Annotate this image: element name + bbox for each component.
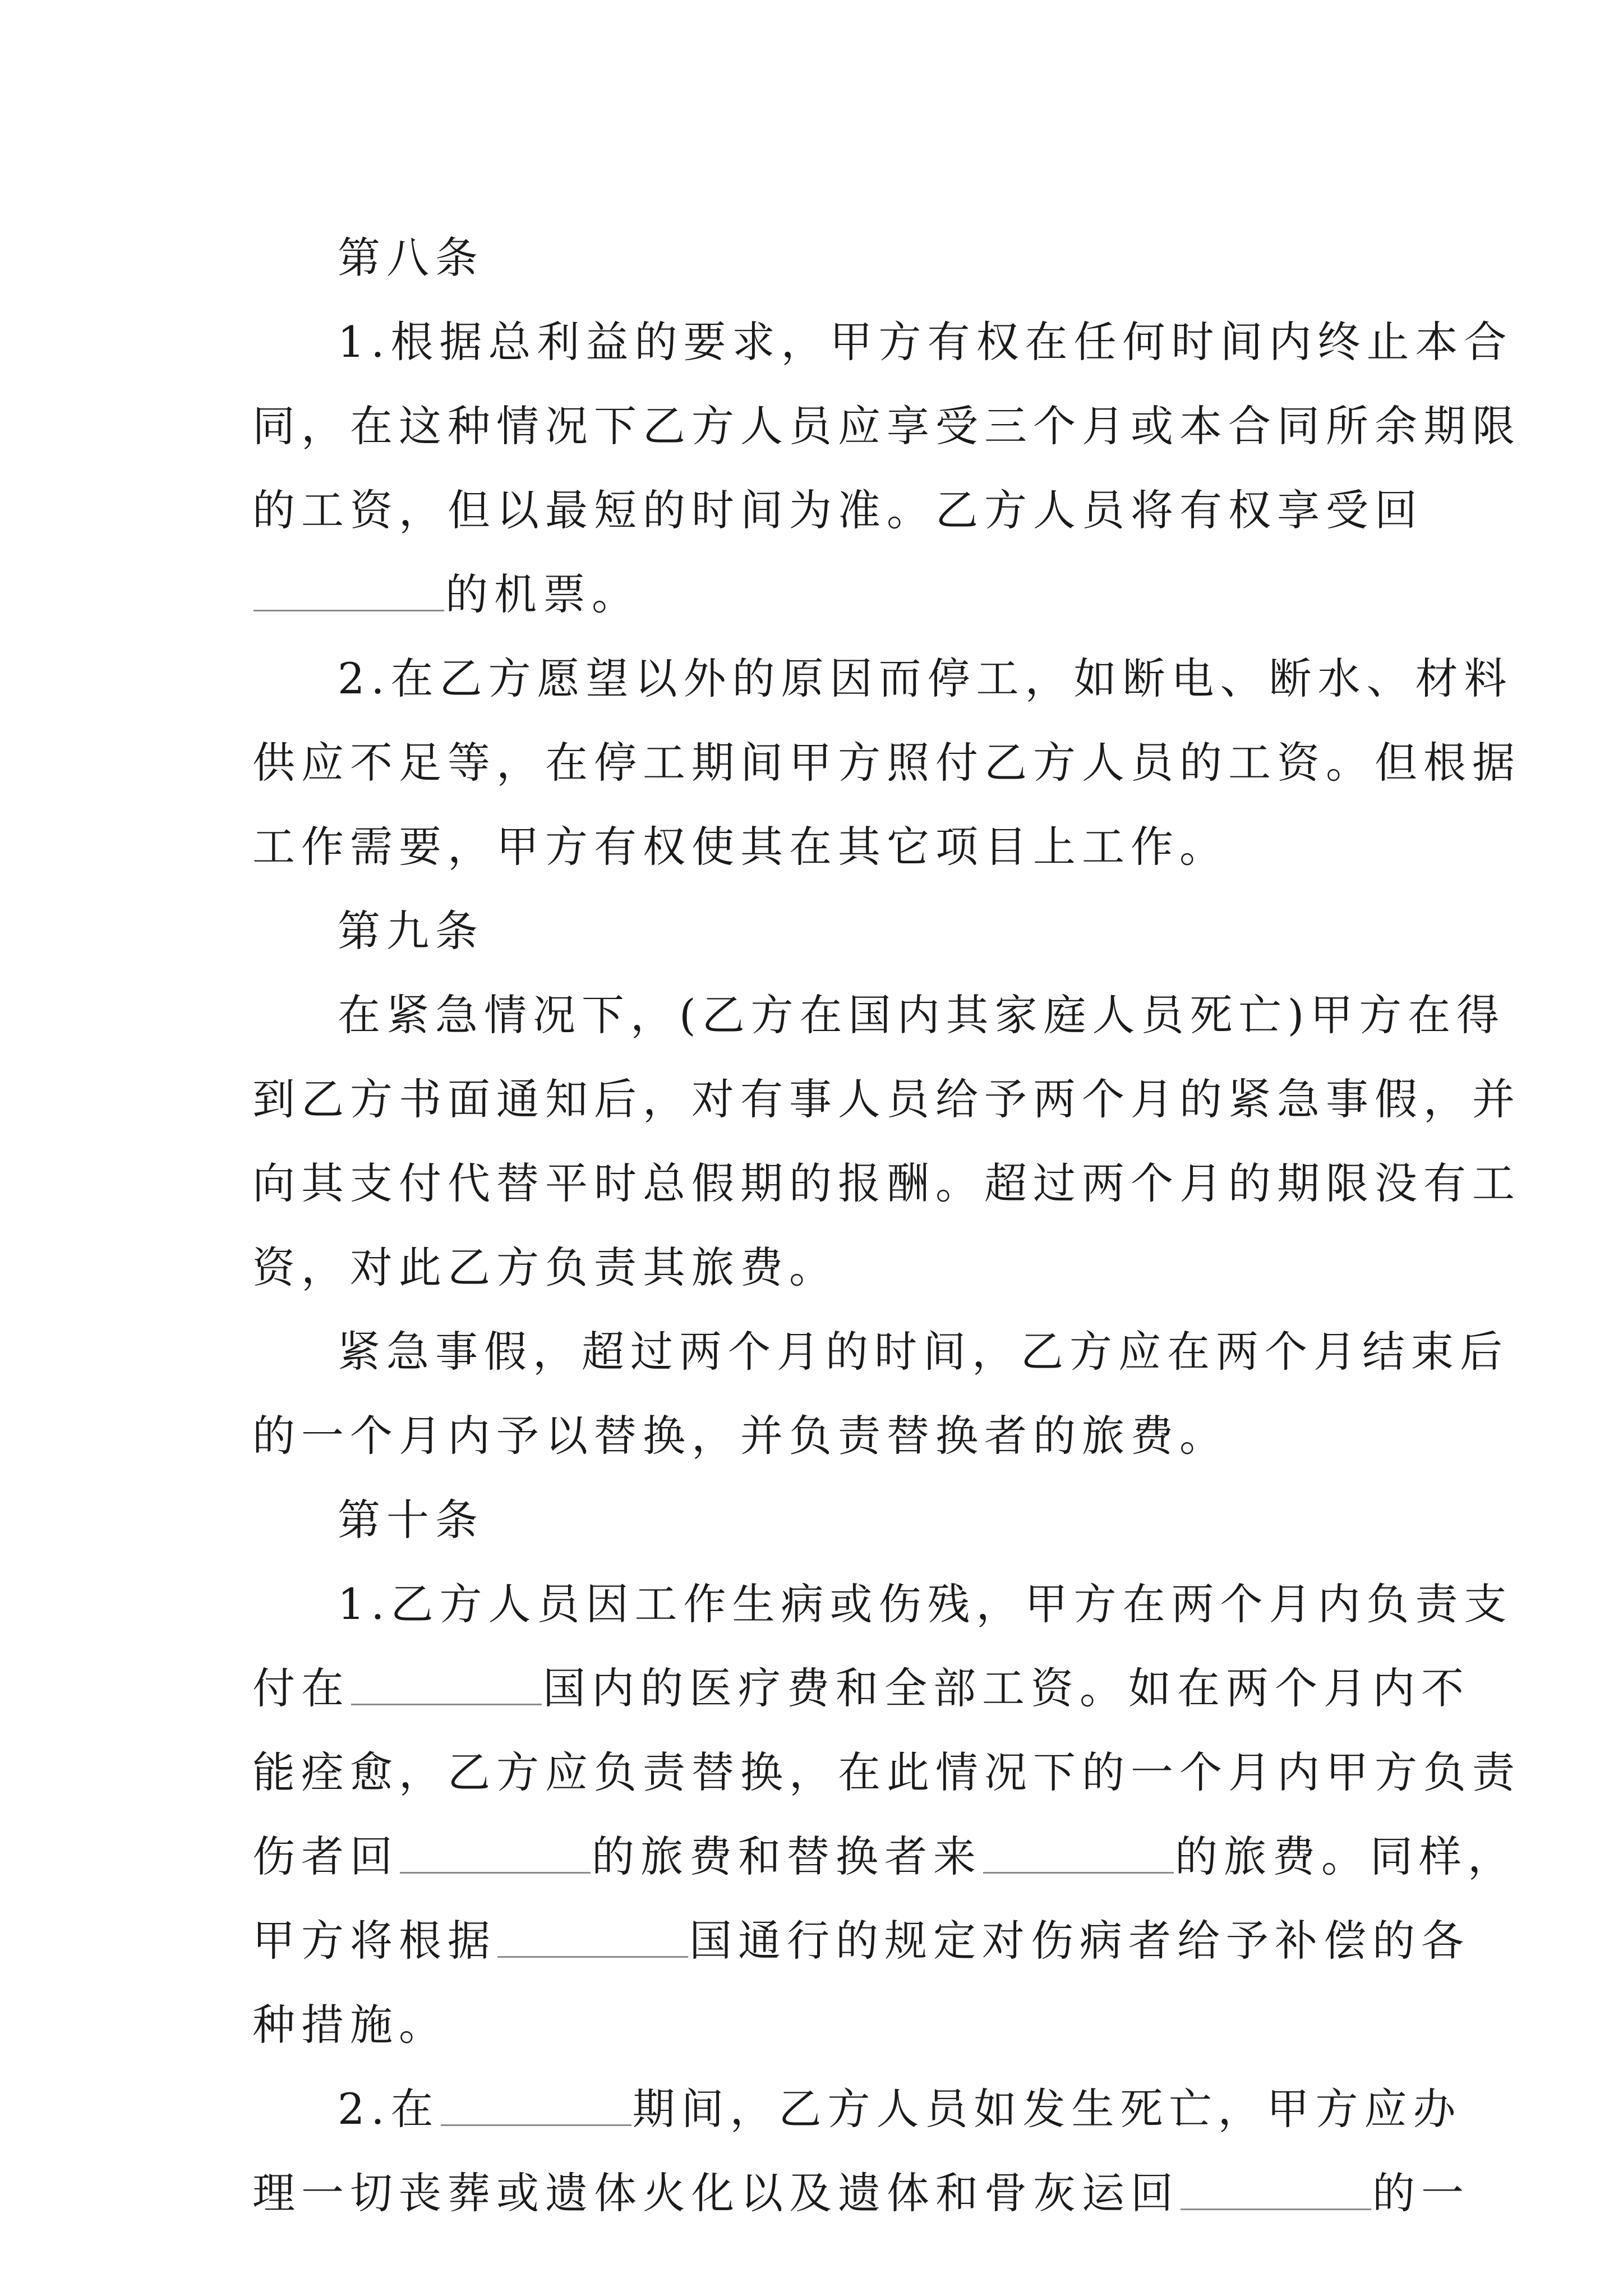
paragraph-line: 种措施。: [252, 2000, 448, 2050]
article-9-heading: 第九条: [338, 906, 484, 956]
paragraph-line: 理一切丧葬或遗体火化以及遗体和骨灰运回 的一: [252, 2151, 1470, 2235]
paragraph-line: 的一个月内予以替换，并负责替换者的旅费。: [252, 1411, 1228, 1461]
paragraph-line: 伤者回 的旅费和替换者来 的旅费。同样，: [252, 1815, 1516, 1899]
fill-in-blank: [351, 1655, 542, 1705]
paragraph-line: 的工资，但以最短的时间为准。乙方人员将有权享受回: [252, 485, 1423, 535]
paragraph-line: 在紧急情况下，(乙方在国内其家庭人员死亡)甲方在得: [338, 990, 1506, 1040]
fill-in-blank: [441, 2076, 631, 2126]
paragraph-line: 1.根据总利益的要求，甲方有权在任何时间内终止本合: [338, 317, 1513, 367]
fill-in-blank: [400, 1824, 591, 1874]
paragraph-line: 同，在这种情况下乙方人员应享受三个月或本合同所余期限: [252, 401, 1521, 451]
paragraph-line: 2.在乙方愿望以外的原因而停工，如断电、断水、材料: [338, 654, 1513, 703]
paragraph-line: 付在 国内的医疗费和全部工资。如在两个月内不: [252, 1646, 1470, 1731]
paragraph-line: 能痊愈，乙方应负责替换，在此情况下的一个月内甲方负责: [252, 1747, 1521, 1797]
paragraph-line: 2.在 期间，乙方人员如发生死亡，甲方应办: [338, 2067, 1462, 2151]
article-10-heading: 第十条: [338, 1495, 484, 1545]
fill-in-blank: [497, 1908, 688, 1958]
paragraph-line: 甲方将根据 国通行的规定对伤病者给予补偿的各: [252, 1899, 1470, 1983]
fill-in-blank: [1181, 2160, 1371, 2210]
fill-in-blank: [983, 1824, 1174, 1874]
paragraph-line: 供应不足等，在停工期间甲方照付乙方人员的工资。但根据: [252, 738, 1521, 788]
paragraph-line: 到乙方书面通知后，对有事人员给予两个月的紧急事假，并: [252, 1074, 1521, 1124]
paragraph-line: 资，对此乙方负责其旅费。: [252, 1243, 838, 1292]
paragraph-line: 工作需要，甲方有权使其在其它项目上工作。: [252, 822, 1228, 872]
paragraph-line: 紧急事假，超过两个月的时间，乙方应在两个月结束后: [338, 1327, 1509, 1377]
paragraph-line: 1.乙方人员因工作生病或伤残，甲方在两个月内负责支: [338, 1579, 1513, 1629]
article-8-heading: 第八条: [338, 233, 484, 283]
fill-in-blank: [253, 562, 444, 611]
paragraph-line: 向其支付代替平时总假期的报酬。超过两个月的期限没有工: [252, 1158, 1521, 1208]
paragraph-line: 的机票。: [252, 553, 640, 637]
